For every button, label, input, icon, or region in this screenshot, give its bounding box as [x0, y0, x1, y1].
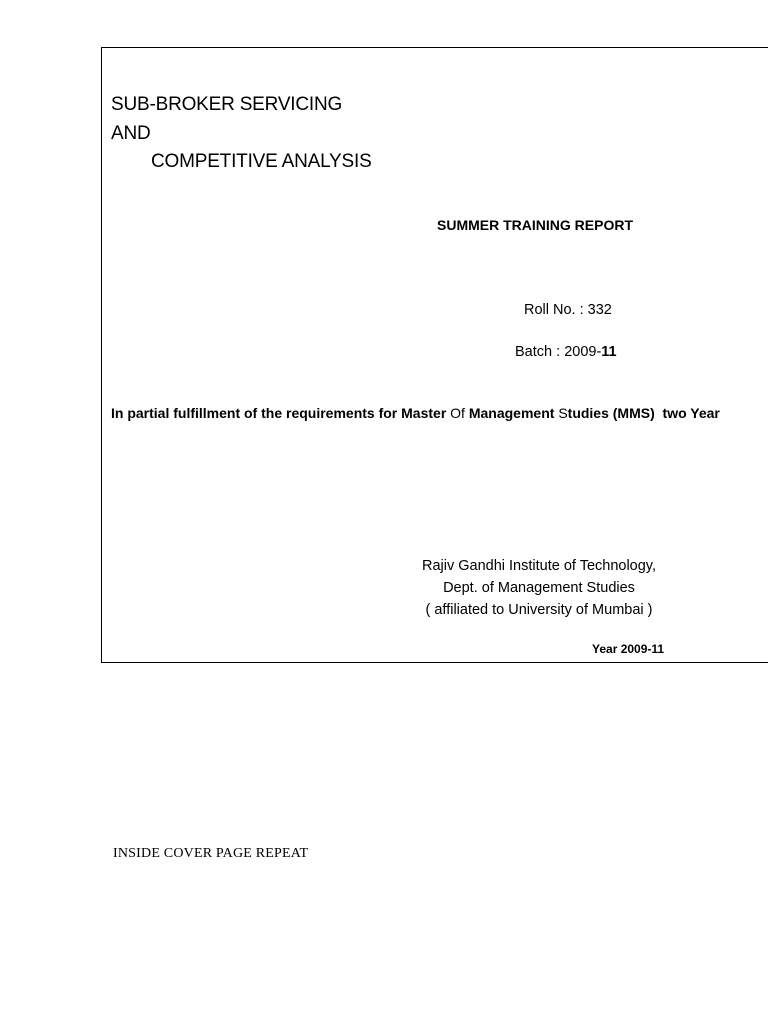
title-line-1: SUB-BROKER SERVICING: [111, 94, 343, 115]
fulfillment-text-3: Management: [464, 405, 559, 421]
title-line-2: AND: [111, 123, 151, 144]
batch: [515, 344, 617, 360]
roll-value: 332: [587, 302, 612, 318]
roll-separator: :: [575, 302, 588, 318]
roll-number: [524, 302, 612, 318]
affiliation: ( affiliated to University of Mumbai ): [425, 602, 653, 618]
institute-block: [389, 555, 689, 621]
fulfillment-text-1: In partial fulfillment of the requirements for Master: [111, 405, 451, 421]
report-type-heading: SUMMER TRAINING REPORT: [437, 217, 633, 233]
batch-label: Batch: [515, 344, 553, 360]
fulfillment-text-5: tudies (MMS) two Year: [567, 405, 720, 421]
fulfillment-text-4: S: [558, 405, 568, 421]
institute-name: Rajiv Gandhi Institute of Technology,: [421, 558, 657, 574]
year-line: Year 2009-11: [592, 642, 665, 656]
batch-separator: :: [552, 344, 565, 360]
title-line-3: COMPETITIVE ANALYSIS: [151, 151, 372, 172]
batch-value-suffix: 11: [601, 344, 617, 360]
fulfillment-statement: [111, 405, 720, 421]
inside-cover-note: INSIDE COVER PAGE REPEAT: [113, 846, 309, 861]
roll-label: Roll No.: [524, 302, 576, 318]
batch-value-prefix: 2009-: [564, 344, 602, 360]
fulfillment-text-2: Of: [450, 405, 465, 421]
department-name: Dept. of Management Studies: [443, 580, 635, 596]
